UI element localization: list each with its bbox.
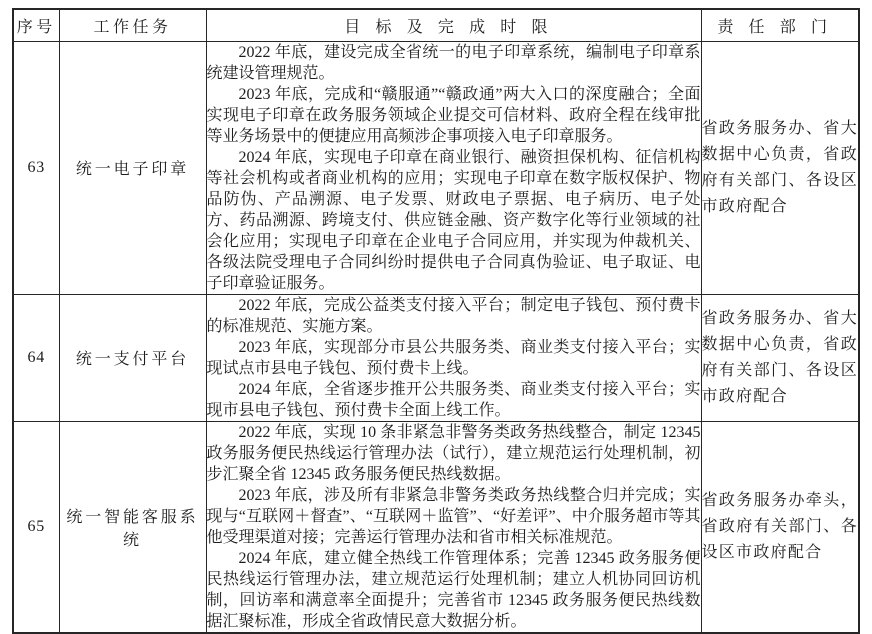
goal-paragraph: 2022 年底，完成公益类支付接入平台；制定电子钱包、预付费卡的标准规范、实施方案。 (206, 296, 701, 335)
row-number: 65 (13, 421, 59, 633)
task-name: 统一支付平台 (59, 294, 206, 421)
header-row (13, 9, 859, 41)
row-number: 63 (13, 41, 59, 294)
goal-paragraph: 2023 年底，涉及所有非紧急非警务类政务热线整合归并完成；实现与“互联网＋督查”、“互联网＋监管”、“好差评”、中介服务超市等其他受理渠道对接；完善运行管理办法和省市相关标准规范。 (206, 486, 701, 546)
work-task-table (12, 8, 860, 634)
goals-cell (206, 41, 701, 294)
dept-cell: 省政务服务办、省大数据中心负责，省政府有关部门、各设区市政府配合 (701, 41, 859, 294)
table-row (13, 421, 859, 633)
column-header-no: 序号 (13, 9, 59, 41)
dept-cell: 省政务服务办牵头，省政府有关部门、各设区市政府配合 (701, 421, 859, 633)
goal-paragraph: 2024 年底，全省逐步推开公共服务类、商业类支付接入平台；实现市县电子钱包、预付费卡全面上线工作。 (206, 380, 701, 419)
table-row (13, 294, 859, 421)
column-header-dept: 责任部门 (701, 9, 859, 41)
row-number: 64 (13, 294, 59, 421)
goal-paragraph: 2024 年底，建立健全热线工作管理体系；完善 12345 政务服务便民热线运行管理办法，建立规范运行处理机制；建立人机协同回访机制，回访率和满意率全面提升；完善省市 12345 政务服务便民热线数据汇聚标准，形成全省政情民意大数据分析。 (206, 549, 701, 630)
table-row (13, 41, 859, 294)
task-name: 统一智能客服系统 (59, 421, 206, 633)
goal-paragraph: 2023 年底，实现部分市县公共服务类、商业类支付接入平台；实现试点市县电子钱包、预付费卡上线。 (206, 338, 701, 377)
goals-cell (206, 421, 701, 633)
goal-paragraph: 2022 年底，建设完成全省统一的电子印章系统，编制电子印章系统建设管理规范。 (206, 43, 701, 82)
column-header-goals: 目标及完成时限 (206, 9, 701, 41)
task-name: 统一电子印章 (59, 41, 206, 294)
goal-paragraph: 2023 年底，完成和“赣服通”“赣政通”两大入口的深度融合；全面实现电子印章在政务服务领域企业提交可信材料、政府全程在线审批等业务场景中的便捷应用高频涉企事项接入电子印章服务。 (206, 85, 701, 145)
dept-cell: 省政务服务办、省大数据中心负责，省政府有关部门、各设区市政府配合 (701, 294, 859, 421)
goals-cell (206, 294, 701, 421)
column-header-task: 工作任务 (59, 9, 206, 41)
goal-paragraph: 2022 年底，实现 10 条非紧急非警务类政务热线整合，制定 12345 政务服务便民热线运行管理办法（试行），建立规范运行处理机制，初步汇聚全省 12345 政务服务便民热线数据。 (206, 423, 701, 483)
goal-paragraph: 2024 年底，实现电子印章在商业银行、融资担保机构、征信机构等社会机构或者商业机构的应用；实现电子印章在数字版权保护、物品防伪、产品溯源、电子发票、财政电子票据、电子病历、电子处方、药品溯源、跨境支付、供应链金融、资产数字化等行业领域的社会化应用；实现电子印章在企业电子合同应用，并实现为仲裁机关、各级法院受理电子合同纠纷时提供电子合同真伪验证、电子取证、电子印章验证服务。 (206, 148, 701, 292)
